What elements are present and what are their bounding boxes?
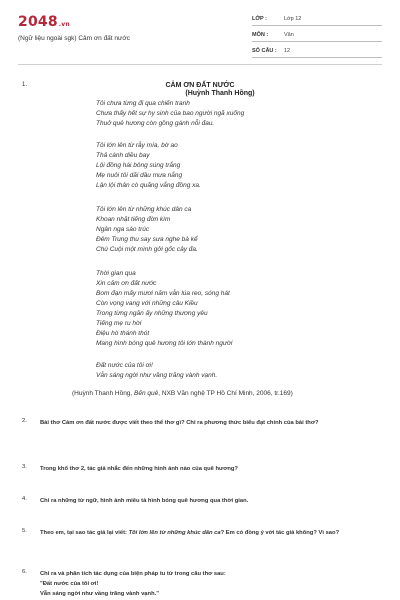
meta-label-count: SỐ CÂU : (252, 48, 277, 54)
poem-line: Tôi lớn lên từ rẫy mía, bờ ao (96, 142, 178, 149)
poem-line: Đất nước của tôi ơi! (96, 362, 153, 369)
question-number-6: 6. (22, 569, 27, 575)
poem-line: Trong từng ngăn ấy những thương yêu (96, 310, 208, 317)
poem-line: Lội đồng hái bông súng trắng (96, 162, 181, 169)
poem-line: Lận lội thân cò quãng vắng đồng xa. (96, 182, 201, 189)
question-5-quote: Tôi lớn lên từ những khúc dân ca (128, 530, 221, 536)
question-number-4: 4. (22, 496, 27, 502)
question-5-text-end: ? Em có đồng ý với tác giả không? Vì sao? (220, 530, 340, 536)
meta-value-count: 12 (284, 48, 291, 54)
question-5 (40, 528, 382, 538)
poem-title: CẢM ƠN ĐẤT NƯỚC (165, 82, 235, 89)
source-prefix: (Huỳnh Thanh Hồng, (72, 390, 135, 397)
meta-row-class (252, 14, 382, 26)
meta-row-subject (252, 30, 382, 42)
poem-line: Mang hình bóng quê hương tôi lớn thành người (96, 340, 233, 347)
poem-line: Điệu hò thánh thót (96, 330, 150, 337)
question-2: Bài thơ Cảm ơn đất nước được viết theo thể thơ gì? Chỉ ra phương thức biểu đạt chính của bài thơ? (40, 420, 319, 426)
poem-line: Khoan nhặt tiếng đờn kìm (96, 216, 171, 223)
poem-line: Chú Cuội một mình gởi gốc cây đa. (96, 246, 198, 253)
question-3: Trong khổ thơ 2, tác giả nhắc đến những hình ảnh nào của quê hương? (40, 466, 238, 472)
question-number-2: 2. (22, 418, 27, 424)
poem-line: Thuở quê hương còn gồng gánh nỗi đau. (96, 120, 215, 127)
poem-line: Thời gian qua (96, 270, 136, 277)
poem-source (72, 390, 293, 397)
item-number-1: 1. (22, 82, 28, 88)
meta-value-class: Lớp 12 (284, 16, 302, 22)
poem-line: Ngân nga sáo trúc (96, 226, 150, 233)
page-header (0, 0, 400, 68)
question-6-text: Chỉ ra và phân tích tác dụng của biện pháp tu từ trong câu thơ sau: (40, 571, 226, 577)
source-book-title: Bến quê (134, 390, 159, 397)
poem-line: Còn vọng vang với những câu Kiều (96, 300, 198, 307)
logo-text: 2048 (18, 14, 58, 30)
poem-line: Thả cánh diều bay (96, 152, 150, 159)
meta-row-count (252, 46, 382, 58)
question-number-3: 3. (22, 464, 27, 470)
poem-line: Mẹ nuôi tôi dãi dầu mưa nắng (96, 172, 183, 179)
question-4: Chỉ ra những từ ngữ, hình ảnh miêu tả hình bóng quê hương qua thời gian. (40, 498, 249, 504)
meta-label-class: LỚP : (252, 16, 267, 22)
poem-line: Đêm Trung thu say sưa nghe bà kể (96, 236, 198, 243)
question-6-quote-line-1: "Đất nước của tôi ơi! (40, 581, 99, 587)
question-5-text: Theo em, tại sao tác giả lại viết: (40, 530, 129, 536)
question-number-5: 5. (22, 528, 27, 534)
site-logo[interactable] (18, 14, 70, 30)
header-divider (18, 64, 382, 65)
poem-line: Tôi chưa từng đi qua chiến tranh (96, 100, 190, 107)
meta-label-subject: MÔN : (252, 32, 269, 38)
poem-line: Chưa thấy hết sự hy sinh của bao người ngã xuống (96, 110, 245, 117)
subject-line: (Ngữ liệu ngoài sgk) Cảm ơn đất nước (18, 35, 130, 42)
meta-value-subject: Văn (284, 32, 294, 38)
poem-line: Tiếng mẹ ru hời (96, 320, 142, 327)
poem-line: Xin cảm ơn đất nước (96, 280, 157, 287)
question-6 (40, 569, 382, 599)
poem-line: Vẫn sáng ngời như vầng trăng vành vạnh. (96, 372, 218, 379)
source-suffix: , NXB Văn nghệ TP Hồ Chí Minh, 2006, tr.169) (158, 390, 293, 397)
poem-author: (Huỳnh Thanh Hồng) (185, 90, 255, 97)
logo-suffix: .vn (58, 21, 70, 28)
question-6-quote-line-2: Vẫn sáng ngời như vầng trăng vành vạnh." (40, 591, 159, 597)
poem-line: Bom đạn mấy mươi năm vẫn lúa reo, sóng hát (96, 290, 230, 297)
poem-line: Tôi lớn lên từ những khúc dân ca (96, 206, 192, 213)
